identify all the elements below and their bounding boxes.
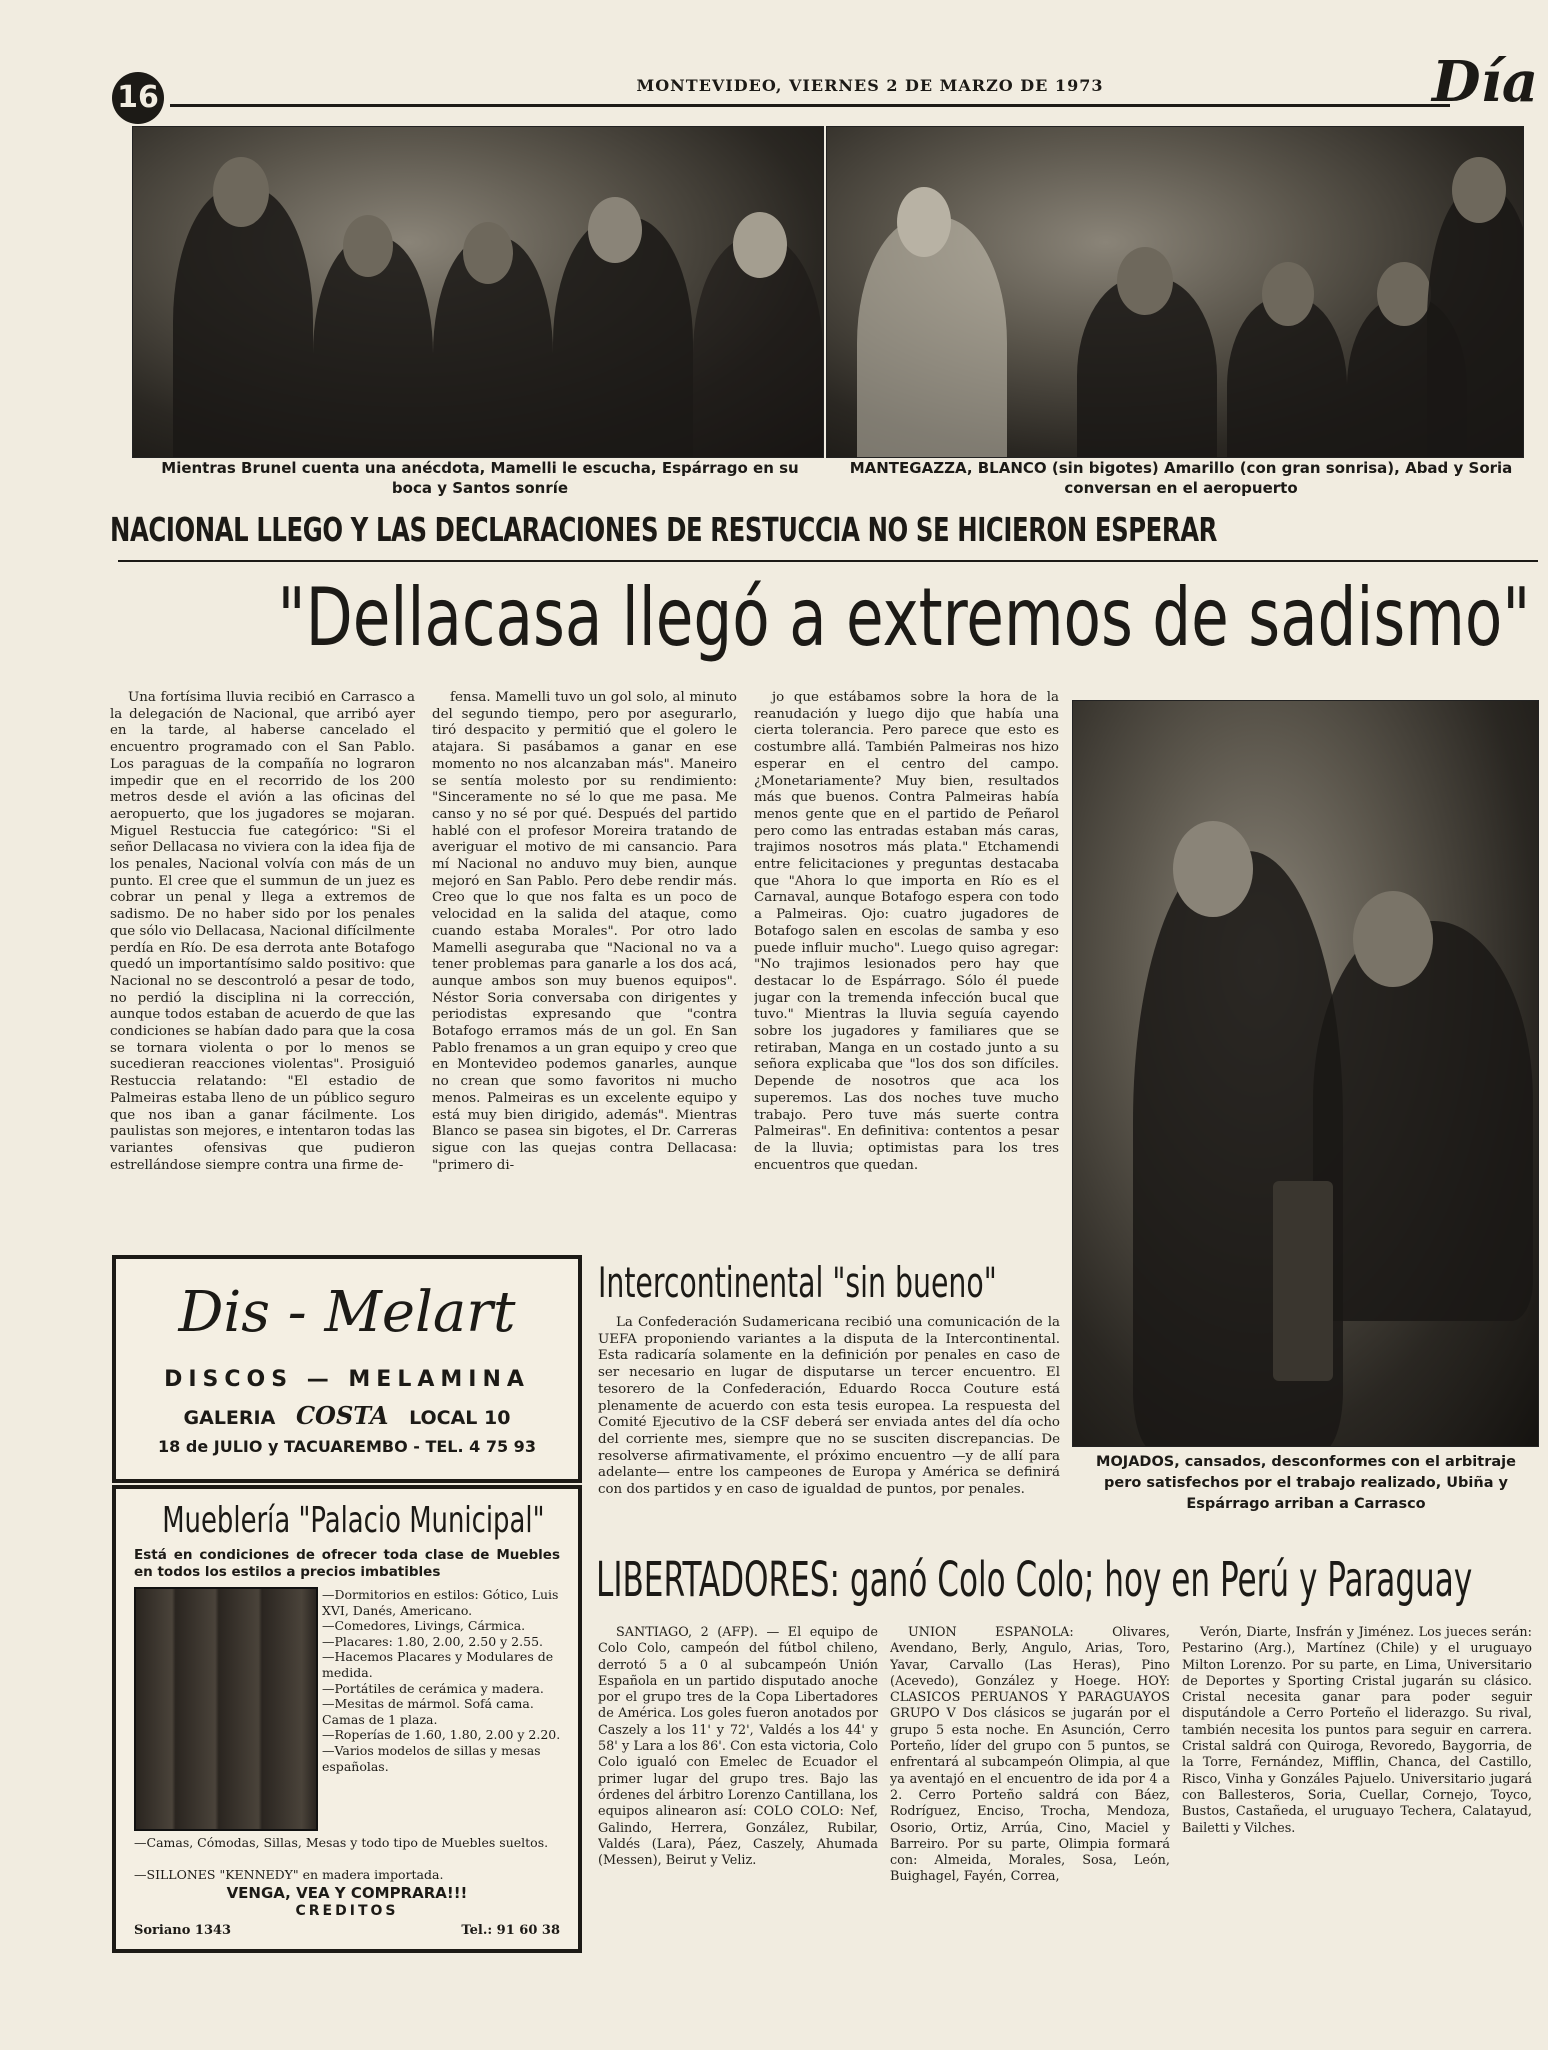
ad-dis-melart-galeria: GALERIA [183, 1407, 276, 1429]
ad-item: —Comedores, Livings, Cármica. [322, 1618, 526, 1634]
ad-item: —Varios modelos de sillas y mesas españolas. [322, 1742, 541, 1774]
wardrobe-image [134, 1587, 318, 1831]
ad-muebleria-footer1: —Camas, Cómodas, Sillas, Mesas y todo tipo de Muebles sueltos. [134, 1835, 549, 1850]
article-column-2 [432, 690, 737, 1255]
libertadores-column-1 [598, 1625, 878, 1945]
ad-dis-melart [112, 1255, 582, 1483]
photo-left [132, 126, 824, 458]
article-column-3-text: jo que estábamos sobre la hora de la reanudación y luego dijo que había una cierta tolerancia. Pero parece que esto es costumbre allá. También Palmeiras nos hizo esperar en el centro del campo. ¿Monetariamente? Muy bien, resultados más que buenos. Contra Palmeiras había menos gente que en el partido de Peñarol pero como las entradas estaban más caras, trajimos nosotros más plata." Etchamendi entre felicitaciones y preguntas destacaba que "Ahora lo que importa en Río es el Carnaval, aunque Botafogo espera con todo a Palmeiras. Ojo: cuatro jugadores de Botafogo salen en escolas de samba y eso puede influir mucho". Luego quiso agregar: "No trajimos lesionados pero hay que destacar lo de Espárrago. Sólo él puede jugar con la tremenda infección bucal que tuvo." Mientras la lluvia seguía cayendo sobre los jugadores y familiares que se retiraban, Manga en un costado junto a su señora explicaba que "los dos son difíciles. Depende de nosotros que aca los superemos. Las dos noches tuve mucho trabajo. Pero tuve más suerte contra Palmeiras". En definitiva: contentos a pesar de la lluvia; optimistas para los tres encuentros que quedan. [754, 690, 1059, 1173]
ad-item: —Mesitas de mármol. Sofá cama. Camas de 1 plaza. [322, 1696, 534, 1727]
ad-dis-melart-line2 [116, 1401, 578, 1430]
article-headline: "Dellacasa llegó a extremos de sadismo" [277, 571, 1531, 664]
ad-muebleria-items [322, 1587, 564, 1774]
article-column-1-text: Una fortísima lluvia recibió en Carrasco a la delegación de Nacional, que arribó ayer en la tarde, al haberse cancelado el encuentro programado con el San Pablo. Los paraguas de la compañía no lograron impedir que en el recorrido de los 200 metros desde el avión a las oficinas del aeropuerto, que los jugadores se mojaran. Miguel Restuccia fue categórico: "Si el señor Dellacasa no viviera con la idea fija de los penales, Nacional volvía con más de un punto. El cree que el summun de un juez es cobrar un penal y llega a extremos de sadismo. De no haber sido por los penales que sólo vio Dellacasa, Nacional difícilmente perdía en Río. De esa derrota ante Botafogo quedó un importantísimo saldo positivo: que Nacional no se descontroló a pesar de todo, no perdió la disciplina ni la corrección, aunque todos estaban de acuerdo de que las condiciones se habían dado para que la cosa se tornara violenta o por lo menos se sucedieran reacciones violentas". Prosiguió Restuccia relatando: "El estadio de Palmeiras estaba lleno de un público seguro que nos iban a ganar fácilmente. Los paulistas son mejores, e intentaron todas las variantes ofensivas que pudieron estrellándose siempre contra una firme de- [110, 690, 415, 1173]
libertadores-title: LIBERTADORES: ganó Colo Colo; hoy en Perú y Paraguay [596, 1552, 1473, 1608]
photo-arrival-caption: MOJADOS, cansados, desconformes con el arbitraje pero satisfechos por el trabajo realizado, Ubiña y Espárrago arriban a Carrasco [1096, 1454, 1516, 1512]
kicker-rule [118, 560, 1538, 562]
intercontinental-body [598, 1315, 1060, 1515]
photo-arrival [1072, 700, 1539, 1447]
ad-item: —Placares: 1.80, 2.00, 2.50 y 2.55. [322, 1633, 543, 1649]
ad-dis-melart-line1: DISCOS — MELAMINA [164, 1367, 530, 1392]
ad-dis-melart-costa: COSTA [295, 1401, 389, 1430]
ad-muebleria-slogan: VENGA, VEA Y COMPRARA!!! [226, 1884, 468, 1902]
page-number-badge [112, 72, 164, 124]
header-rule [170, 104, 1450, 107]
ad-muebleria-footer2: —SILLONES "KENNEDY" en madera importada. [134, 1867, 444, 1882]
ad-item: —Hacemos Placares y Modulares de medida. [322, 1649, 554, 1680]
photo-right [826, 126, 1524, 458]
dateline: MONTEVIDEO, VIERNES 2 DE MARZO DE 1973 [636, 76, 1104, 95]
ad-muebleria-title: Mueblería "Palacio Municipal" [162, 1500, 545, 1541]
ad-muebleria-intro: Está en condiciones de ofrecer toda clase de Muebles en todos los estilos a precios imbatibles [134, 1547, 560, 1580]
ad-muebleria-address: Soriano 1343 [134, 1923, 232, 1938]
article-column-2-text: fensa. Mamelli tuvo un gol solo, al minuto del segundo tiempo, pero por asegurarlo, tiró despacito y permitió que el golero le atajara. Si pasábamos a ganar en ese momento no nos alcanzaban más". Maneiro se sentía molesto por su rendimiento: "Sinceramente no sé lo que me pasa. Me canso y no sé por qué. Después del partido hablé con el profesor Moreira tratando de averiguar el motivo de mi cansancio. Para mí Nacional no anduvo muy bien, aunque mejoró en San Pablo. Pero debe rendir más. Creo que lo que nos falta es un poco de velocidad en la salida del ataque, como cuando estaba Morales". Por otro lado Mamelli aseguraba que "Nacional no va a tener problemas para ganarle a los dos acá, aunque ambos son muy buenos equipos". Néstor Soria conversaba con dirigentes y periodistas expresando que "contra Botafogo erramos más de un gol. En San Pablo frenamos a un gran equipo y creo que en Montevideo podemos ganarles, aunque no crean que somo favoritos ni mucho menos. Palmeiras es un excelente equipo y está muy bien dirigido, además". Mientras Blanco se pasea sin bigotes, el Dr. Carreras sigue con las quejas contra Dellacasa: "primero di- [432, 690, 737, 1173]
ad-muebleria-credit: CREDITOS [295, 1903, 399, 1919]
article-column-3 [754, 690, 1059, 1255]
ad-dis-melart-address: 18 de JULIO y TACUAREMBO - TEL. 4 75 93 [158, 1437, 536, 1456]
ad-dis-melart-local: LOCAL 10 [409, 1407, 511, 1429]
libertadores-column-3 [1182, 1625, 1532, 1945]
libertadores-column-1-text: SANTIAGO, 2 (AFP). — El equipo de Colo Colo, campeón del fútbol chileno, derrotó 5 a 0 al subcampeón Unión Española en un partido disputado anoche por el grupo tres de la Copa Libertadores de América. Los goles fueron anotados por Caszely a los 11' y 72', Valdés a los 44' y 58' y Lara a los 86'. Con esta victoria, Colo Colo igualó con Emelec de Ecuador el primer lugar del grupo tres. Bajo las órdenes del árbitro Lorenzo Cantillana, los equipos alinearon así: COLO COLO: Nef, Galindo, Herrera, González, Rubilar, Valdés (Lara), Páez, Caszely, Ahumada (Messen), Beirut y Veliz. [598, 1625, 878, 1869]
article-kicker: NACIONAL LLEGO Y LAS DECLARACIONES DE RESTUCCIA NO SE HICIERON ESPERAR [110, 510, 1217, 549]
libertadores-column-2-text: UNION ESPAÑOLA: Olivares, Avendano, Berly, Angulo, Arias, Toro, Yavar, Carvallo (Las Heras), Pino (Acevedo), González y Hoege. HOY: CLASICOS PERUANOS Y PARAGUAYOS GRUPO V Dos clásicos se jugarán por el grupo 5 esta noche. En Asunción, Cerro Porteño, líder del grupo con 5 puntos, se enfrentará al subcampeón Olimpia, al que ya aventajó en el encuentro de ida por 4 a 2. Cerro Porteño saldrá con Báez, Rodríguez, Enciso, Trocha, Mendoza, Osorio, Ortiz, Arrúa, Cino, Maciel y Barreiro. Por su parte, Olimpia formará con: Almeida, Morales, Sosa, León, Buighagel, Fayén, Correa, [890, 1625, 1170, 1885]
intercontinental-title: Intercontinental "sin bueno" [598, 1258, 997, 1307]
libertadores-column-2 [890, 1625, 1170, 1945]
photo-left-caption: Mientras Brunel cuenta una anécdota, Mamelli le escucha, Espárrago en su boca y Santos sonríe [161, 459, 799, 497]
ad-dis-melart-brand: Dis - Melart [178, 1280, 516, 1345]
ad-item: —Portátiles de cerámica y madera. [322, 1680, 544, 1696]
ad-muebleria-phone: Tel.: 91 60 38 [461, 1923, 560, 1938]
ad-item: —Roperías de 1.60, 1.80, 2.00 y 2.20. [322, 1727, 561, 1743]
photo-right-caption: MANTEGAZZA, BLANCO (sin bigotes) Amarillo (con gran sonrisa), Abad y Soria conversan en el aeropuerto [849, 459, 1513, 497]
article-column-1 [110, 690, 415, 1255]
libertadores-column-3-text: Verón, Diarte, Insfrán y Jiménez. Los jueces serán: Pestarino (Arg.), Martínez (Chile) y el uruguayo Milton Lorenzo. Por su parte, en Lima, Universitario de Deportes y Sporting Cristal jugarán su clásico. Cristal necesita ganar para poder seguir disputándole a Cerro Porteño el liderazgo. Su rival, también necesita los puntos para seguir en carrera. Cristal saldrá con Quiroga, Revoredo, Baygorria, de la Torre, Fernández, Mifflin, Chanca, del Castillo, Risco, Vinha y Gonzáles Pajuelo. Universitario jugará con Ballesteros, Soria, Cuellar, Cornejo, Toyco, Bustos, Castañeda, el uruguayo Techera, Calatayud, Bailetti y Vilches. [1182, 1625, 1532, 1836]
ad-muebleria [112, 1485, 582, 1953]
newspaper-logo: Día [1432, 49, 1539, 115]
ad-item: —Dormitorios en estilos: Gótico, Luis XVI, Danés, Americano. [322, 1587, 559, 1618]
intercontinental-text: La Confederación Sudamericana recibió una comunicación de la UEFA proponiendo variantes a la disputa de la Intercontinental. Esta radicaría solamente en la definición por penales en caso de ser necesario en lugar de disputarse un tercer encuentro. El tesorero de la Confederación, Eduardo Rocca Couture está plenamente de acuerdo con esta tesis europea. La respuesta del Comité Ejecutivo de la CSF deberá ser enviada antes del día ocho del corriente mes, siempre que no se susciten discrepancias. De resolverse afirmativamente, el próximo encuentro —y de allí para adelante— entre los campeones de Europa y América se definirá con dos partidos y en caso de igualdad de puntos, por penales. [598, 1315, 1060, 1498]
page-number: 16 [117, 80, 159, 115]
